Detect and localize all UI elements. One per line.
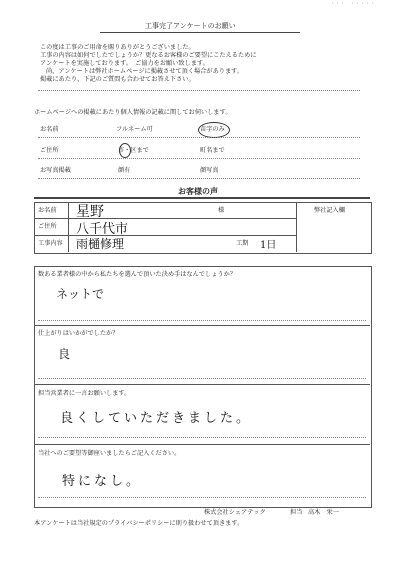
period-value[interactable]: 1日 xyxy=(260,240,277,251)
question-text: 当社へのご要望等御座いましたらご記入ください。 xyxy=(38,450,181,457)
intro-line: アンケートを実施しております。 ご協力をお願い致します。 xyxy=(40,60,209,67)
selection-circle xyxy=(198,122,230,138)
answer-text[interactable]: ネットで xyxy=(56,287,105,301)
work-label: 工事内容 xyxy=(38,240,63,247)
address-label: ご住所 xyxy=(38,223,57,230)
heading-rule xyxy=(34,197,370,199)
company-name: 株式会社シェアテック xyxy=(204,509,266,516)
selection-circle xyxy=(119,143,131,158)
answer-text[interactable]: 良くしていただきました。 xyxy=(60,411,253,426)
consent-label-address: ご住所 xyxy=(40,147,59,154)
intro-line: 掲載にあたり、下記のご質問も合わせてお答え下さい。 xyxy=(40,76,195,83)
name-label: お名前 xyxy=(38,207,57,214)
answer-line xyxy=(38,497,366,498)
address-value[interactable]: 八千代市 xyxy=(76,222,129,237)
answer-line xyxy=(38,320,366,321)
honorific: 様 xyxy=(218,207,225,214)
page-marker: ・・・ ・・・・・ xyxy=(330,1,376,7)
voice-heading: お客様の声 xyxy=(178,187,218,196)
divider xyxy=(38,178,360,179)
table-divider xyxy=(296,202,297,252)
consent-option-surname-only[interactable]: 苗字のみ xyxy=(200,126,225,133)
intro-paragraph xyxy=(40,44,257,84)
consent-option-city[interactable]: 市・区まで xyxy=(118,147,149,154)
answer-line xyxy=(38,378,366,379)
table-divider xyxy=(68,202,69,252)
question-divider xyxy=(34,325,370,326)
intro-line: 尚、アンケートは弊社ホームページに掲載させて頂く場合があります。 xyxy=(46,68,244,75)
office-use-label: 弊社記入欄 xyxy=(314,207,345,214)
consent-label-name: お名前 xyxy=(40,126,59,133)
consent-option-town[interactable]: 町名まで xyxy=(200,147,225,154)
privacy-policy-note: 本アンケートは当社規定のプライバシーポリシーに則り扱わせて頂きます。 xyxy=(34,520,244,527)
table-divider xyxy=(34,218,296,219)
question-text: 数ある業者様の中から私たちを選んで頂いた決め手はなんでしょうか？ xyxy=(38,271,236,278)
work-value[interactable]: 雨樋修理 xyxy=(76,237,125,251)
staff-name: 高木 栄一 xyxy=(308,509,339,516)
table-divider xyxy=(34,235,296,236)
consent-option-face[interactable]: 顔有 xyxy=(118,167,131,174)
period-label: 工期 xyxy=(236,240,249,247)
divider xyxy=(38,90,360,91)
page-title: 工事完了アンケートのお願い xyxy=(145,22,236,30)
consent-label-photo: お写真掲載 xyxy=(40,167,71,174)
question-divider xyxy=(34,444,370,445)
question-text: 仕上がりはいかがでしたか？ xyxy=(38,330,119,337)
question-divider xyxy=(34,384,370,385)
question-text: 担当営業者に一言お願いします。 xyxy=(38,390,131,397)
title-underline xyxy=(100,32,300,33)
intro-line: 工事の内容は如何でしたでしょうか？更なるお客様のご要望にこたえるために xyxy=(40,52,257,59)
answer-line xyxy=(38,437,366,438)
answer-text[interactable]: 良 xyxy=(58,347,71,361)
name-value[interactable]: 星野 xyxy=(76,204,104,220)
consent-lead: ホームページへの掲載にあたり個人情報の記載に関してお伺いします。 xyxy=(34,109,232,116)
divider xyxy=(38,137,360,138)
consent-option-fullname[interactable]: フルネーム可 xyxy=(116,126,153,133)
answer-text[interactable]: 特になし。 xyxy=(62,474,143,489)
intro-line: この度は工事のご用命を賜りありがとうございました。 xyxy=(40,44,195,51)
divider xyxy=(38,158,360,159)
consent-option-face-photo[interactable]: 顔写真 xyxy=(200,167,219,174)
staff-label: 担当 xyxy=(290,509,303,516)
